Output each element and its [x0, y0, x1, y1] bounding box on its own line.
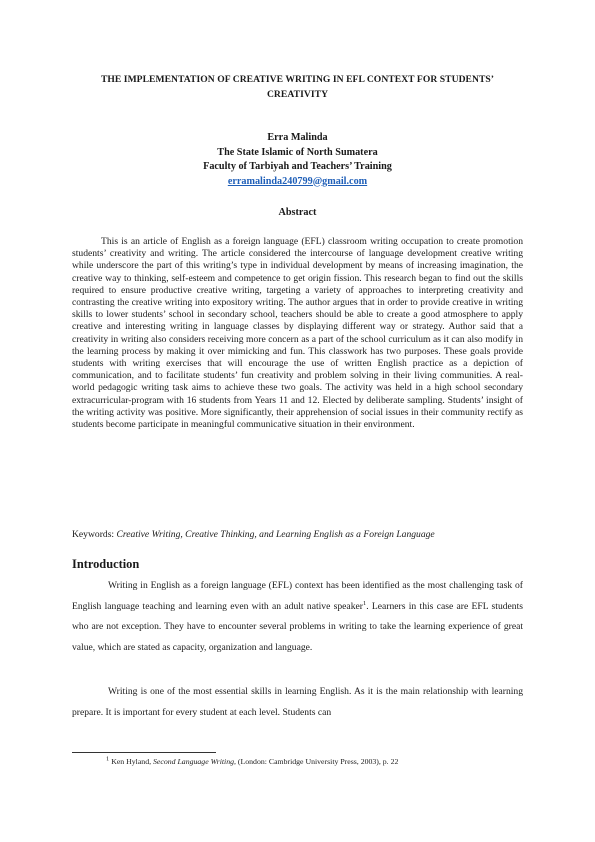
footnote — [106, 757, 398, 767]
keywords-label: Keywords: — [72, 529, 115, 540]
intro-paragraph-1-rest: . Learners in this case are EFL students who are not exception. They have to encounter several problems in writing to take the learning experience of great value, which are stated as capacity, organization and language. — [72, 600, 523, 653]
footnote-number: 1 — [106, 755, 110, 763]
author-name: Erra Malinda — [267, 132, 328, 143]
intro-paragraph-1-text: Writing in English as a foreign language (EFL) context has been identified as the most challenging task of English language teaching and learning even with an adult native speaker — [72, 580, 523, 612]
abstract-heading: Abstract — [278, 207, 317, 218]
footnote-author: Ken Hyland, — [111, 757, 152, 766]
footnote-book: Second Language Writing, — [153, 757, 236, 766]
intro-paragraph-2: Writing is one of the most essential skills in learning English. As it is the main relationship with learning prepare. It is important for every student at each level. Students can — [72, 686, 523, 718]
author-faculty: Faculty of Tarbiyah and Teachers’ Training — [203, 161, 392, 172]
footnote-divider — [72, 752, 216, 753]
author-institution: The State Islamic of North Sumatera — [217, 146, 378, 158]
author-email-link[interactable]: erramalinda240799@gmail.com — [227, 175, 368, 187]
keywords — [72, 529, 523, 541]
keywords-list: Creative Writing, Creative Thinking, and Learning English as a Foreign Language — [116, 529, 435, 540]
abstract-body: This is an article of English as a foreign language (EFL) classroom writing occupation to create promotion students’ creativity and writing. The article considered the intercourse of language development creative writing while underscore the part of this writing’s type in individual development by means of increasing imagination, the creative way to thinking, self-esteem and competence to get origin fission. This research began to find out the skills required to ensure productive creative writing, targeting a variety of approaches to interpreting creativity and contrasting the creative writing into expository writing. The author argues that in order to provide creative in writing skills to lower students’ school in secondary school, teachers should be able to create a good atmosphere to apply creative and interesting writing in language classes by displaying different way or strategy. Author said that a creativity in writing also considers receiving more concern as a part of the school curriculum as it can also modify in the learning process by making it over mimicking and fun. This classwork has two purposes. These goals provide students with writing exercises that will encourage the use of written English practice as a depiction of communication, and to facilitate students’ fun creativity and problem solving in their living communities. A real-world pedagogic writing task aims to achieve these two goals. The activity was held in a high school secondary extracurricular-program with 16 students from Years 11 and 12. Elected by deliberate sampling. Students’ insight of the writing activity was positive. More significantly, their apprehension of social issues in their community rectify as students become participate in meaningful communicative situation in their environment. — [72, 236, 523, 431]
intro-paragraph-1 — [72, 576, 523, 658]
footnote-publication: (London: Cambridge University Press, 2003), p. 22 — [237, 757, 399, 766]
footnote-reference[interactable]: 1 — [362, 599, 367, 607]
author-block — [72, 131, 523, 189]
introduction-heading: Introduction — [72, 557, 140, 571]
paper-title: THE IMPLEMENTATION OF CREATIVE WRITING IN EFL CONTEXT FOR STUDENTS’ CREATIVITY — [100, 74, 495, 100]
